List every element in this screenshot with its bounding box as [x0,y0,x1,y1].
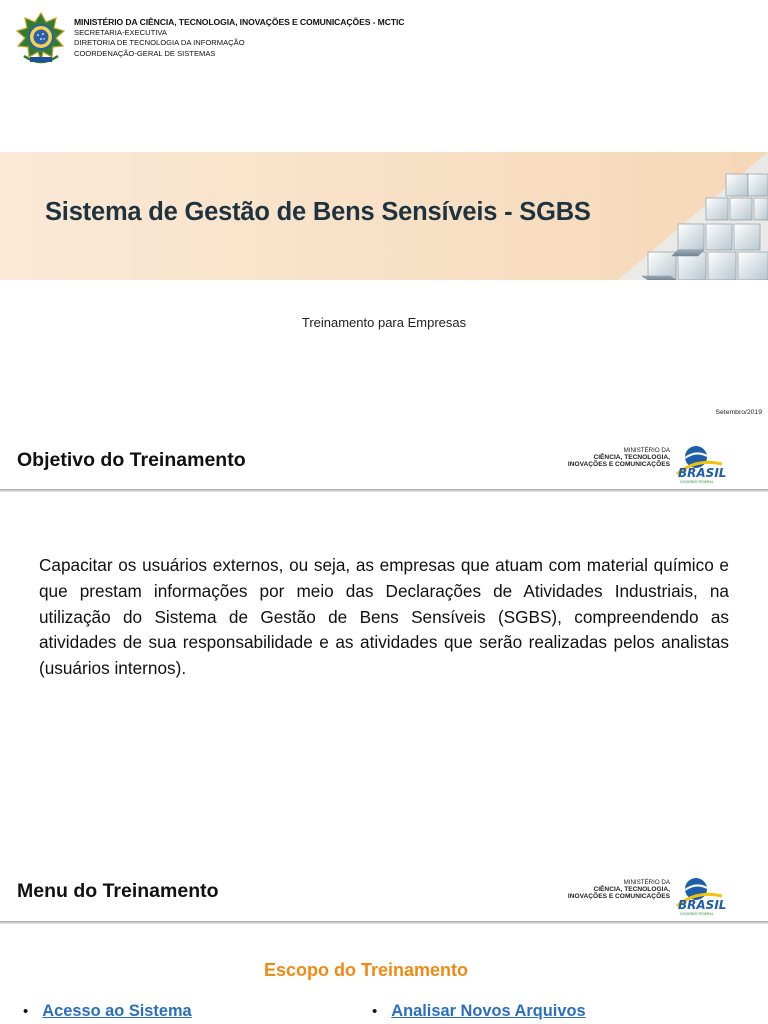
slide2-title: Objetivo do Treinamento [17,449,246,471]
svg-text:GOVERNO FEDERAL: GOVERNO FEDERAL [680,912,714,916]
link-analisar-novos-arquivos[interactable]: Analisar Novos Arquivos [391,1002,586,1020]
brasil-governo-federal-logo [674,444,734,484]
secretaria-line: SECRETARIA-EXECUTIVA [74,27,167,37]
ministry-header [74,17,404,59]
menu-item-acesso [23,1002,192,1021]
presentation-title: Sistema de Gestão de Bens Sensíveis - SGBS [45,198,591,226]
menu-item-analisar [372,1002,586,1021]
slide2-divider [0,489,768,492]
svg-text:BRASIL: BRASIL [678,466,727,480]
ministry-logo-text: MINISTÉRIO DA CIÊNCIA, TECNOLOGIA, INOVAÇÕES E COMUNICAÇÕES [567,447,670,469]
svg-text:GOVERNO FEDERAL: GOVERNO FEDERAL [680,480,714,484]
brazil-coat-of-arms-icon [16,12,66,66]
diretoria-line: DIRETORIA DE TECNOLOGIA DA INFORMAÇÃO [74,38,245,47]
link-acesso-ao-sistema[interactable]: Acesso ao Sistema [42,1002,192,1020]
ministry-logo [556,444,736,484]
ministry-logo-text: MINISTÉRIO DA CIÊNCIA, TECNOLOGIA, INOVAÇÕES E COMUNICAÇÕES [567,879,670,901]
cubes-illustration [598,152,768,280]
coordenacao-line: COORDENAÇÃO-GERAL DE SISTEMAS [74,48,216,58]
ministry-logo [556,876,736,916]
presentation-subtitle: Treinamento para Empresas [301,315,467,330]
ministry-name: MINISTÉRIO DA CIÊNCIA, TECNOLOGIA, INOVAÇÕES E COMUNICAÇÕES - MCTIC [74,17,405,27]
svg-text:BRASIL: BRASIL [678,898,727,912]
slide3-title: Menu do Treinamento [17,880,219,902]
brasil-governo-federal-logo [674,876,734,916]
objective-paragraph: Capacitar os usuários externos, ou seja, as empresas que atuam com material químico e que prestam informações por meio das Declarações de Atividades Industriais, na utilização do Sistema de Gestão de Bens Sensíveis (SGBS), compreendendo as atividades de sua responsabilidade e as atividades que serão realizadas pelos analistas (usuários internos). [39,555,729,679]
bullet-icon: • [23,1003,29,1020]
presentation-date: Setembro/2019 [715,409,762,416]
slide3-divider [0,921,768,924]
bullet-icon: • [372,1003,378,1020]
scope-heading: Escopo do Treinamento [263,960,469,980]
